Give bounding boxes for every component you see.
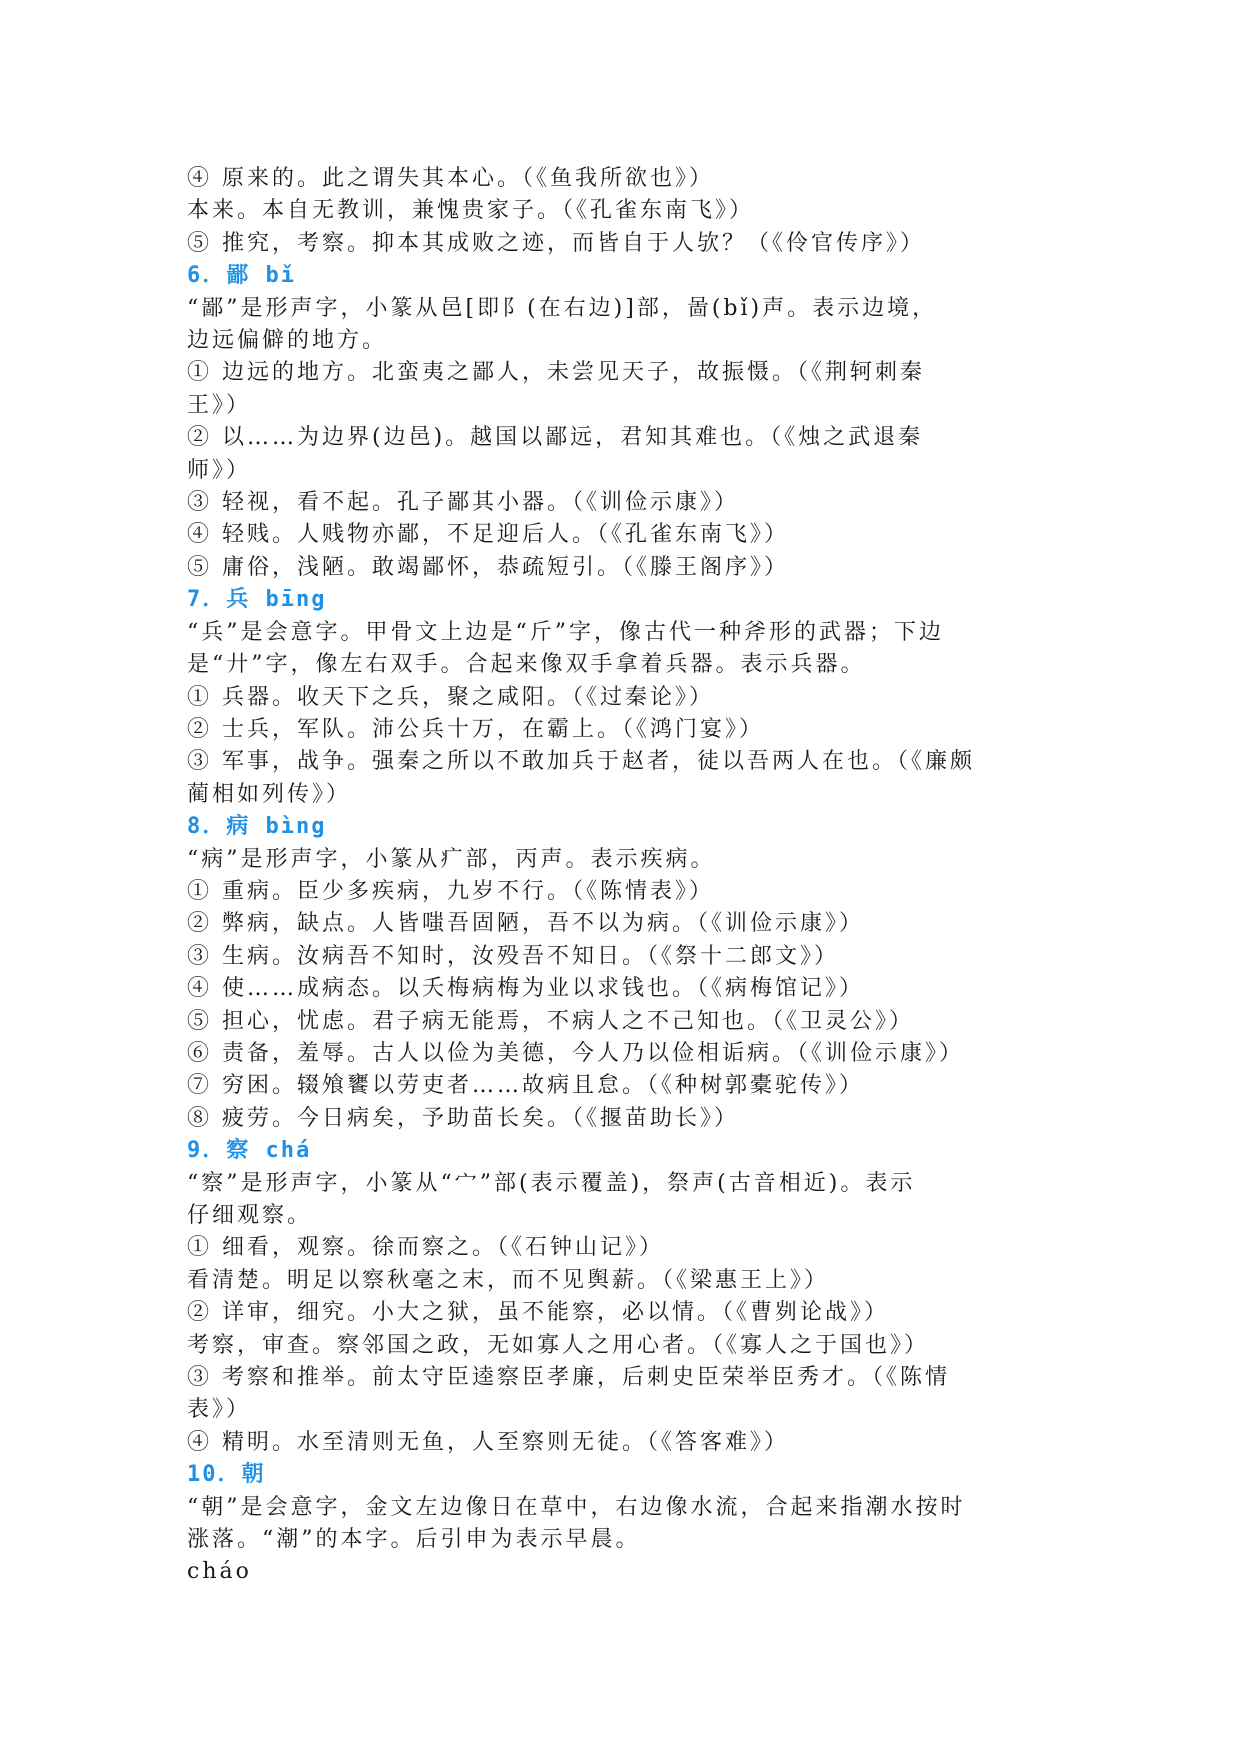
- entry-character: 鄙: [226, 263, 251, 289]
- entry-text-line: ④ 精明。水至清则无鱼，人至察则无徒。（《答客难》）: [187, 1429, 789, 1455]
- entry-pinyin-line: cháo: [187, 1559, 252, 1585]
- entry-text-line: 考察，审查。察邻国之政，无如寡人之用心者。（《寡人之于国也》）: [187, 1332, 930, 1358]
- entry-text-line: ⑧ 疲劳。今日病矣，予助苗长矣。（《揠苗助长》）: [187, 1105, 739, 1131]
- entry-text-line: ③ 考察和推举。前太守臣逵察臣孝廉，后刺史臣荣举臣秀才。（《陈情: [187, 1365, 950, 1391]
- entry-text-line: ③ 轻视，看不起。孔子鄙其小器。（《训俭示康》）: [187, 490, 739, 516]
- entry-text-line: “察”是形声字，小篆从“宀”部(表示覆盖)，祭声(古音相近)。表示: [187, 1170, 916, 1196]
- entry-text-line: ① 细看，观察。徐而察之。（《石钟山记》）: [187, 1235, 664, 1261]
- entry-9: [187, 1135, 1067, 1459]
- entry-number: 9．: [187, 1138, 227, 1164]
- entry-text-line: 表》）: [187, 1397, 252, 1423]
- entry-text-line: ① 边远的地方。北蛮夷之鄙人，未尝见天子，故振慑。（《荆轲刺秦: [187, 360, 925, 386]
- entry-text-line: ③ 军事，战争。强秦之所以不敢加兵于赵者，徒以吾两人在也。（《廉颇: [187, 749, 975, 775]
- entry-text-line: ⑤ 担心，忧虑。君子病无能焉，不病人之不己知也。（《卫灵公》）: [187, 1008, 914, 1034]
- entry-number: 10．: [187, 1462, 242, 1488]
- entry-number: 8．: [187, 814, 227, 840]
- entry-text-line: 仔细观察。: [187, 1203, 313, 1228]
- entry-pinyin: bīng: [265, 587, 327, 613]
- entry-text-line: ⑦ 穷困。辍飧饔以劳吏者……故病且怠。（《种树郭橐驼传》）: [187, 1073, 864, 1099]
- entry-text-line: ③ 生病。汝病吾不知时，汝殁吾不知日。（《祭十二郎文》）: [187, 943, 839, 969]
- entry-text-line: ④ 轻贱。人贱物亦鄙，不足迎后人。（《孔雀东南飞》）: [187, 522, 789, 548]
- entry-heading: [187, 584, 1067, 616]
- entry-7: [187, 584, 1067, 811]
- entry-text-line: 王》）: [187, 392, 252, 418]
- entry-text-line: “朝”是会意字，金文左边像日在草中，右边像水流，合起来指潮水按时: [187, 1494, 966, 1520]
- definition-line: ④ 原来的。此之谓失其本心。（《鱼我所欲也》）: [187, 166, 714, 191]
- definition-line: 本来。本自无教训，兼愧贵家子。（《孔雀东南飞》）: [187, 198, 755, 224]
- entry-text-line: 师》）: [187, 457, 252, 483]
- entry-character: 察: [226, 1138, 251, 1164]
- entry-text-line: ② 士兵，军队。沛公兵十万，在霸上。（《鸿门宴》）: [187, 716, 764, 742]
- entry-text-line: ④ 使……成病态。以夭梅病梅为业以求钱也。（《病梅馆记》）: [187, 976, 864, 1002]
- entry-character: 兵: [226, 587, 251, 613]
- entry-text-line: ⑥ 责备，羞辱。古人以俭为美德，今人乃以俭相诟病。（《训俭示康》）: [187, 1040, 964, 1066]
- entry-text-line: “鄙”是形声字，小篆从邑[即阝(在右边)]部，啚(bǐ)声。表示边境，: [187, 295, 938, 321]
- entry-text-line: 边远偏僻的地方。: [187, 328, 388, 354]
- document-body: [187, 163, 1067, 1589]
- entry-text-line: 是“廾”字，像左右双手。合起来像双手拿着兵器。表示兵器。: [187, 652, 866, 678]
- entry-pinyin: bǐ: [265, 263, 297, 289]
- entry-character: 朝: [241, 1462, 266, 1488]
- entry-text-line: ② 弊病，缺点。人皆嗤吾固陋，吾不以为病。（《训俭示康》）: [187, 911, 864, 937]
- entry-text-line: ② 以……为边界(边邑)。越国以鄙远，君知其难也。（《烛之武退秦: [187, 425, 924, 451]
- entry-text-line: “兵”是会意字。甲骨文上边是“斤”字，像古代一种斧形的武器；下边: [187, 619, 944, 645]
- entry-text-line: 蔺相如列传》）: [187, 781, 352, 807]
- entry-heading: [187, 1135, 1067, 1167]
- entry-pinyin: bìng: [265, 814, 327, 840]
- entry-8: [187, 811, 1067, 1135]
- entry-text-line: ① 重病。臣少多疾病，九岁不行。（《陈情表》）: [187, 878, 714, 904]
- entry-text-line: ⑤ 庸俗，浅陋。敢竭鄙怀，恭疏短引。（《滕王阁序》）: [187, 554, 789, 580]
- entry-heading: [187, 811, 1067, 843]
- entry-pinyin: chá: [265, 1138, 312, 1164]
- entry-heading: [187, 260, 1067, 292]
- entry-6: [187, 260, 1067, 584]
- entry-10: [187, 1459, 1067, 1589]
- entry-text-line: 涨落。“潮”的本字。后引申为表示早晨。: [187, 1527, 641, 1553]
- definition-line: ⑤ 推究，考察。抑本其成败之迹，而皆自于人欤？（《伶官传序》）: [187, 230, 925, 256]
- top-section: [187, 163, 1067, 260]
- entry-text-line: ② 详审，细究。小大之狱，虽不能察，必以情。（《曹刿论战》）: [187, 1300, 889, 1326]
- entry-number: 7．: [187, 587, 227, 613]
- entry-heading: [187, 1459, 1067, 1491]
- entry-text-line: “病”是形声字，小篆从疒部，丙声。表示疾病。: [187, 846, 716, 872]
- entry-text-line: 看清楚。明足以察秋毫之末，而不见舆薪。（《梁惠王上》）: [187, 1267, 830, 1293]
- entry-character: 病: [226, 814, 251, 840]
- entry-number: 6．: [187, 263, 227, 289]
- entry-text-line: ① 兵器。收天下之兵，聚之咸阳。（《过秦论》）: [187, 684, 714, 710]
